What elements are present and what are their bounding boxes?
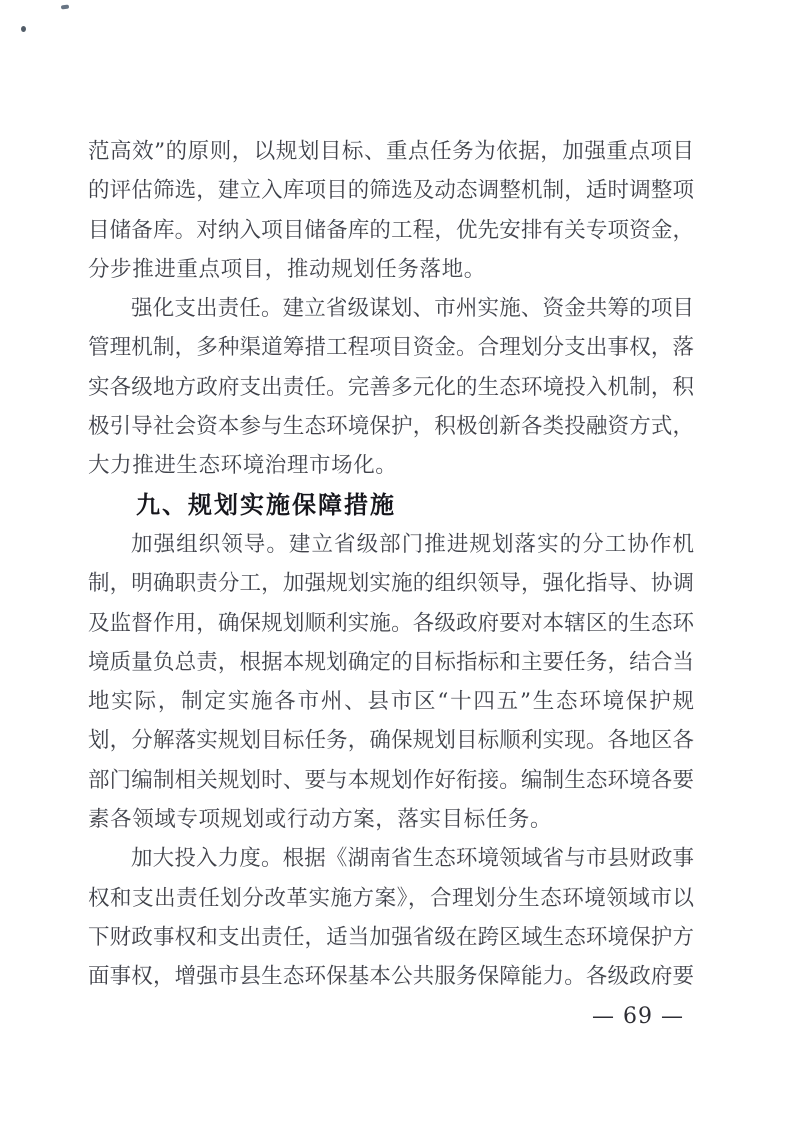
text-line: 管理机制，多种渠道筹措工程项目资金。合理划分支出事权，落: [88, 335, 694, 361]
document-body: [88, 132, 694, 997]
page-number: — 69 —: [592, 1004, 684, 1029]
text-line: 面事权，增强市县生态环保基本公共服务保障能力。各级政府要: [88, 964, 694, 990]
text-line: 及监督作用，确保规划顺利实施。各级政府要对本辖区的生态环: [88, 610, 694, 636]
scan-artifact-dash: [61, 4, 69, 9]
text-line: 境质量负总责，根据本规划确定的目标指标和主要任务，结合当: [88, 649, 694, 675]
text-line: 加大投入力度。根据《湖南省生态环境领域省与市县财政事: [131, 846, 694, 872]
text-line: 部门编制相关规划时、要与本规划作好衔接。编制生态环境各要: [88, 767, 694, 793]
section-heading: 九、规划实施保障措施: [136, 490, 396, 519]
text-line: 实各级地方政府支出责任。完善多元化的生态环境投入机制，积: [88, 374, 694, 400]
text-line: 素各领域专项规划或行动方案，落实目标任务。: [88, 807, 553, 833]
text-line: 制，明确职责分工，加强规划实施的组织领导，强化指导、协调: [88, 571, 694, 597]
text-line: 权和支出责任划分改革实施方案》，合理划分生态环境领域市以: [88, 885, 694, 911]
text-line: 地实际，制定实施各市州、县市区“十四五”生态环境保护规: [88, 689, 694, 715]
text-line: 大力推进生态环境治理市场化。: [88, 453, 398, 479]
text-line: 目储备库。对纳入项目储备库的工程，优先安排有关专项资金，: [88, 217, 694, 243]
text-line: 范高效”的原则，以规划目标、重点任务为依据，加强重点项目: [88, 139, 694, 164]
text-line: 极引导社会资本参与生态环境保护，积极创新各类投融资方式，: [88, 414, 694, 440]
text-line: 划，分解落实规划目标任务，确保规划目标顺利实现。各地区各: [88, 728, 694, 754]
scan-artifact-dot: [21, 26, 26, 32]
text-line: 加强组织领导。建立省级部门推进规划落实的分工协作机: [131, 531, 694, 557]
text-line: 的评估筛选，建立入库项目的筛选及动态调整机制，适时调整项: [88, 178, 694, 204]
text-line: 下财政事权和支出责任，适当加强省级在跨区域生态环境保护方: [88, 924, 694, 950]
text-line: 强化支出责任。建立省级谋划、市州实施、资金共筹的项目: [131, 296, 694, 322]
text-line: 分步推进重点项目，推动规划任务落地。: [88, 256, 486, 282]
